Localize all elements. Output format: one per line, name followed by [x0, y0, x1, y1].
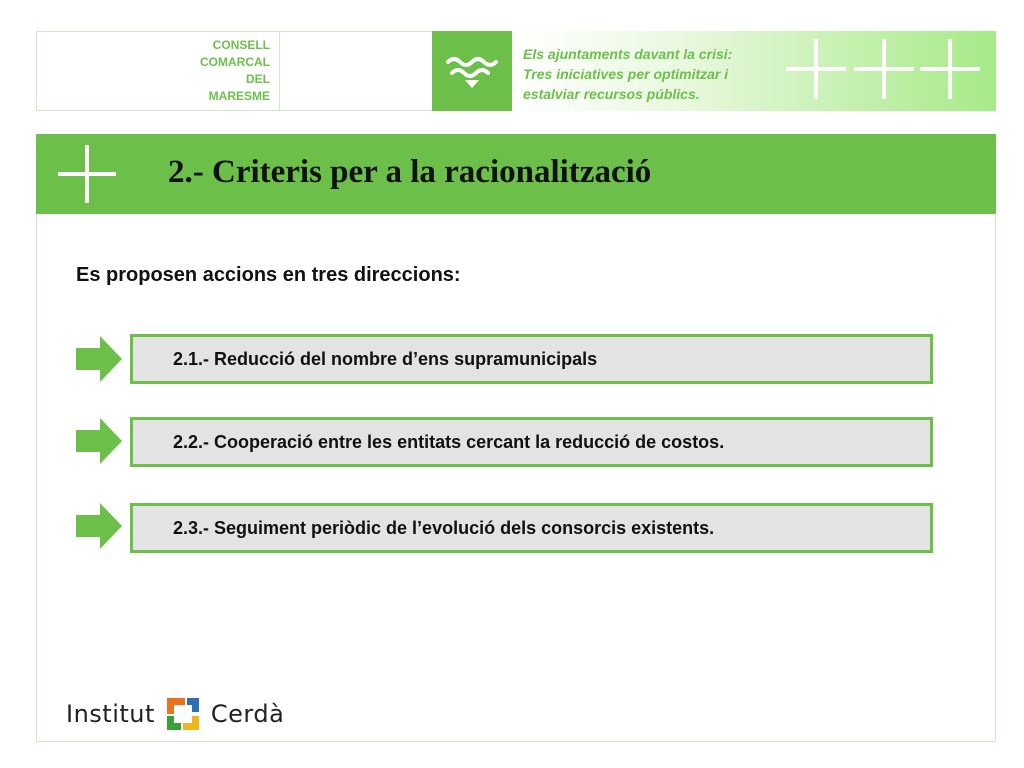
header-divider	[279, 31, 280, 111]
plus-crosses-decoration	[786, 36, 986, 102]
cerda-square-icon	[161, 692, 205, 736]
arrow-right-icon	[76, 336, 122, 382]
maresme-waves-icon	[432, 31, 512, 111]
org-name-line: MARESME	[208, 89, 270, 103]
intro-text: Es proposen accions en tres direccions:	[76, 264, 461, 286]
maresme-logo	[432, 31, 512, 111]
list-item	[130, 503, 933, 553]
institut-cerda-logo	[66, 692, 284, 736]
arrow-right-icon	[76, 418, 122, 464]
logo-word: Institut	[66, 700, 155, 728]
plus-icon	[58, 145, 116, 203]
list-item-label: 2.3.- Seguiment periòdic de l’evolució dels consorcis existents.	[173, 517, 715, 538]
list-item-label: 2.1.- Reducció del nombre d’ens supramunicipals	[173, 348, 598, 369]
arrow-right-icon	[76, 503, 122, 549]
org-name-line: COMARCAL	[200, 55, 270, 69]
page-title: 2.- Criteris per a la racionalització	[168, 154, 652, 190]
list-item	[130, 334, 933, 384]
list-item-label: 2.2.- Cooperació entre les entitats cercant la reducció de costos.	[173, 431, 725, 452]
banner-line: Tres iniciatives per optimitzar i	[523, 66, 729, 82]
org-name-line: DEL	[246, 72, 270, 86]
logo-word: Cerdà	[210, 700, 285, 728]
org-name	[36, 37, 270, 105]
banner-subtitle	[523, 44, 793, 104]
org-name-line: CONSELL	[212, 38, 270, 52]
banner-line: estalviar recursos públics.	[523, 86, 700, 102]
list-item	[130, 417, 933, 467]
banner-line: Els ajuntaments davant la crisi:	[523, 46, 733, 62]
